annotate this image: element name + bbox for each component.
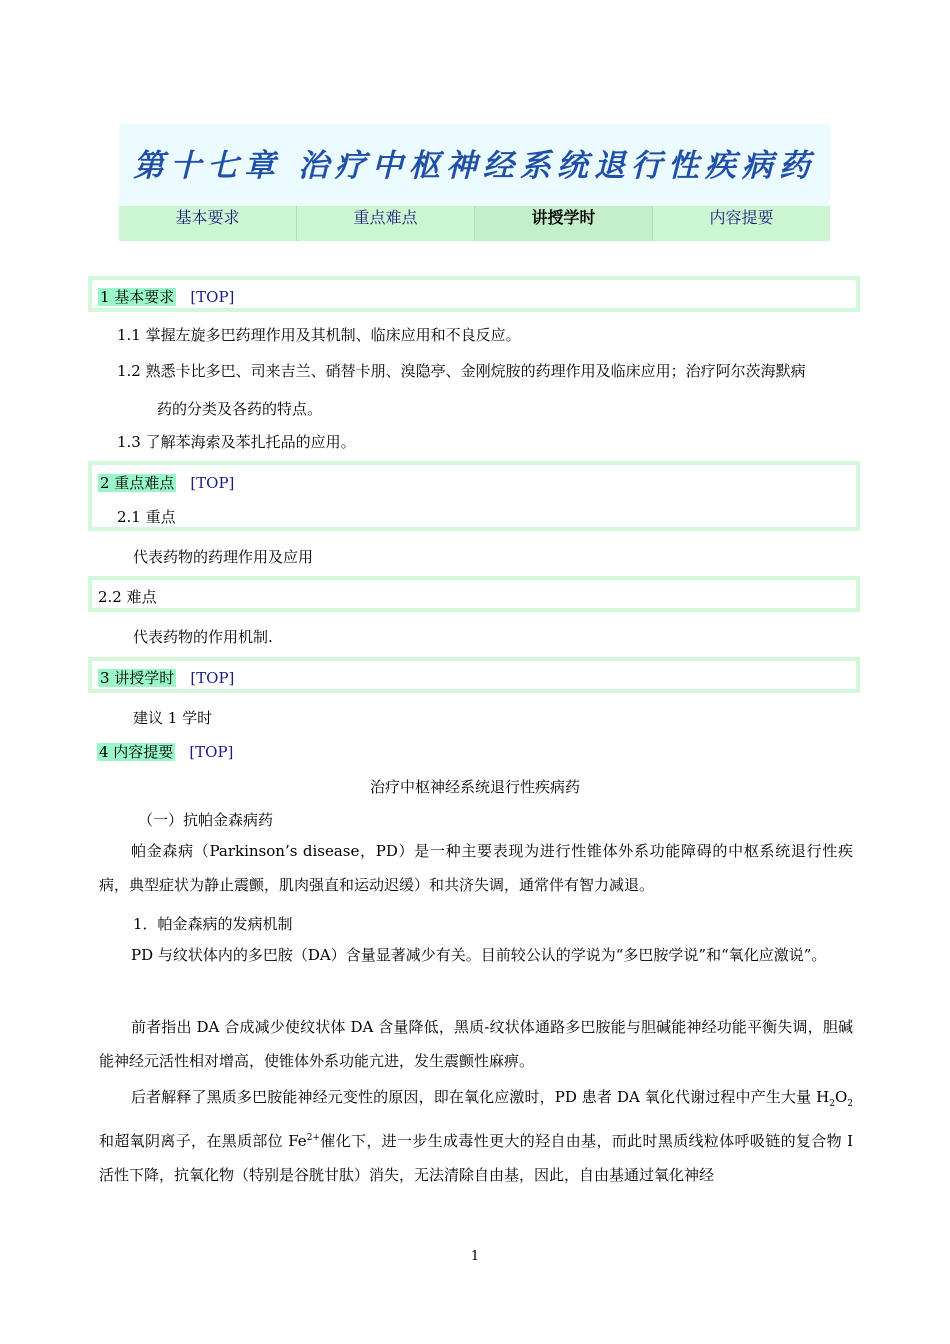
page-number: 1 (470, 1249, 480, 1264)
top-link[interactable]: [TOP] (190, 288, 235, 306)
s1-item-3: 1.3 了解苯海索及苯扎托品的应用。 (117, 433, 356, 451)
section-4-header (97, 741, 233, 762)
s1-item-1: 1.1 掌握左旋多巴药理作用及其机制、临床应用和不良反应。 (117, 326, 521, 344)
nav-key-points[interactable]: 重点难点 (296, 206, 474, 241)
section-2-header (98, 472, 234, 493)
top-link[interactable]: [TOP] (190, 474, 235, 492)
heading-pathogenesis: 1．帕金森病的发病机制 (133, 915, 293, 933)
paragraph-1: 帕金森病（Parkinson’s disease，PD）是一种主要表现为进行性锥体外系功能障碍的中枢系统退行性疾病，典型症状为静止震颤，肌肉强直和运动迟缓）和共济失调，通常伴有智力减退。 (99, 842, 853, 894)
section-4-heading: 4 内容提要 (99, 743, 174, 761)
s1-item-2-cont: 药的分类及各药的特点。 (157, 400, 323, 418)
s2-sub2: 2.2 难点 (98, 588, 157, 606)
nav-basic-requirements[interactable]: 基本要求 (175, 208, 240, 227)
paragraph-3: 前者指出 DA 合成减少使纹状体 DA 含量降低，黑质-纹状体通路多巴胺能与胆碱能神经功能平衡失调，胆碱能神经元活性相对增高，使锥体外系功能亢进，发生震颤性麻痹。 (99, 1018, 853, 1070)
section-1-header-box (88, 276, 860, 312)
content-center-title: 治疗中枢神经系统退行性疾病药 (369, 778, 580, 796)
section-1-heading: 1 基本要求 (100, 288, 175, 306)
subsection-antiparkinson: （一）抗帕金森病药 (138, 811, 274, 829)
section-1-header (98, 286, 234, 307)
section-2-2-box (88, 576, 860, 612)
s2-sub2-text: 代表药物的作用机制. (133, 628, 273, 646)
top-link[interactable]: [TOP] (190, 669, 235, 687)
section-3-heading: 3 讲授学时 (100, 669, 175, 687)
top-link[interactable]: [TOP] (189, 743, 234, 761)
chapter-title-box (119, 124, 830, 206)
nav-content-summary[interactable]: 内容提要 (652, 206, 830, 241)
s2-sub1: 2.1 重点 (117, 508, 176, 526)
s1-item-2: 1.2 熟悉卡比多巴、司来吉兰、硝替卡朋、溴隐亭、金刚烷胺的药理作用及临床应用；治疗阿尔茨海默病 (117, 362, 806, 380)
chapter-title: 第十七章 治疗中枢神经系统退行性疾病药 (133, 148, 816, 184)
paragraph-4: 后者解释了黑质多巴胺能神经元变性的原因，即在氧化应激时，PD 患者 DA 氧化代谢过程中产生大量 $H_2O_2$和超氧阴离子，在黑质部位 $Fe^{2+}$催化下，进一步生成毒性更大的羟自由基，而此时黑质线粒体呼吸链的复合物 I 活性下降，抗氧化物（特别是谷胱甘肽）消失，无法清除自由基，因此，自由基通过氧化神经 (99, 1088, 853, 1184)
nav-teaching-hours[interactable]: 讲授学时 (474, 206, 652, 241)
section-2-heading: 2 重点难点 (100, 474, 175, 492)
section-2-header-box (88, 461, 860, 531)
paragraph-2: PD 与纹状体内的多巴胺（DA）含量显著减少有关。目前较公认的学说为“多巴胺学说”和“氧化应激说”。 (131, 946, 827, 964)
section-nav (119, 206, 830, 241)
s2-sub1-text: 代表药物的药理作用及应用 (133, 548, 314, 566)
section-3-header (98, 667, 234, 688)
section-3-header-box (88, 657, 860, 693)
s3-text: 建议 1 学时 (133, 709, 213, 727)
